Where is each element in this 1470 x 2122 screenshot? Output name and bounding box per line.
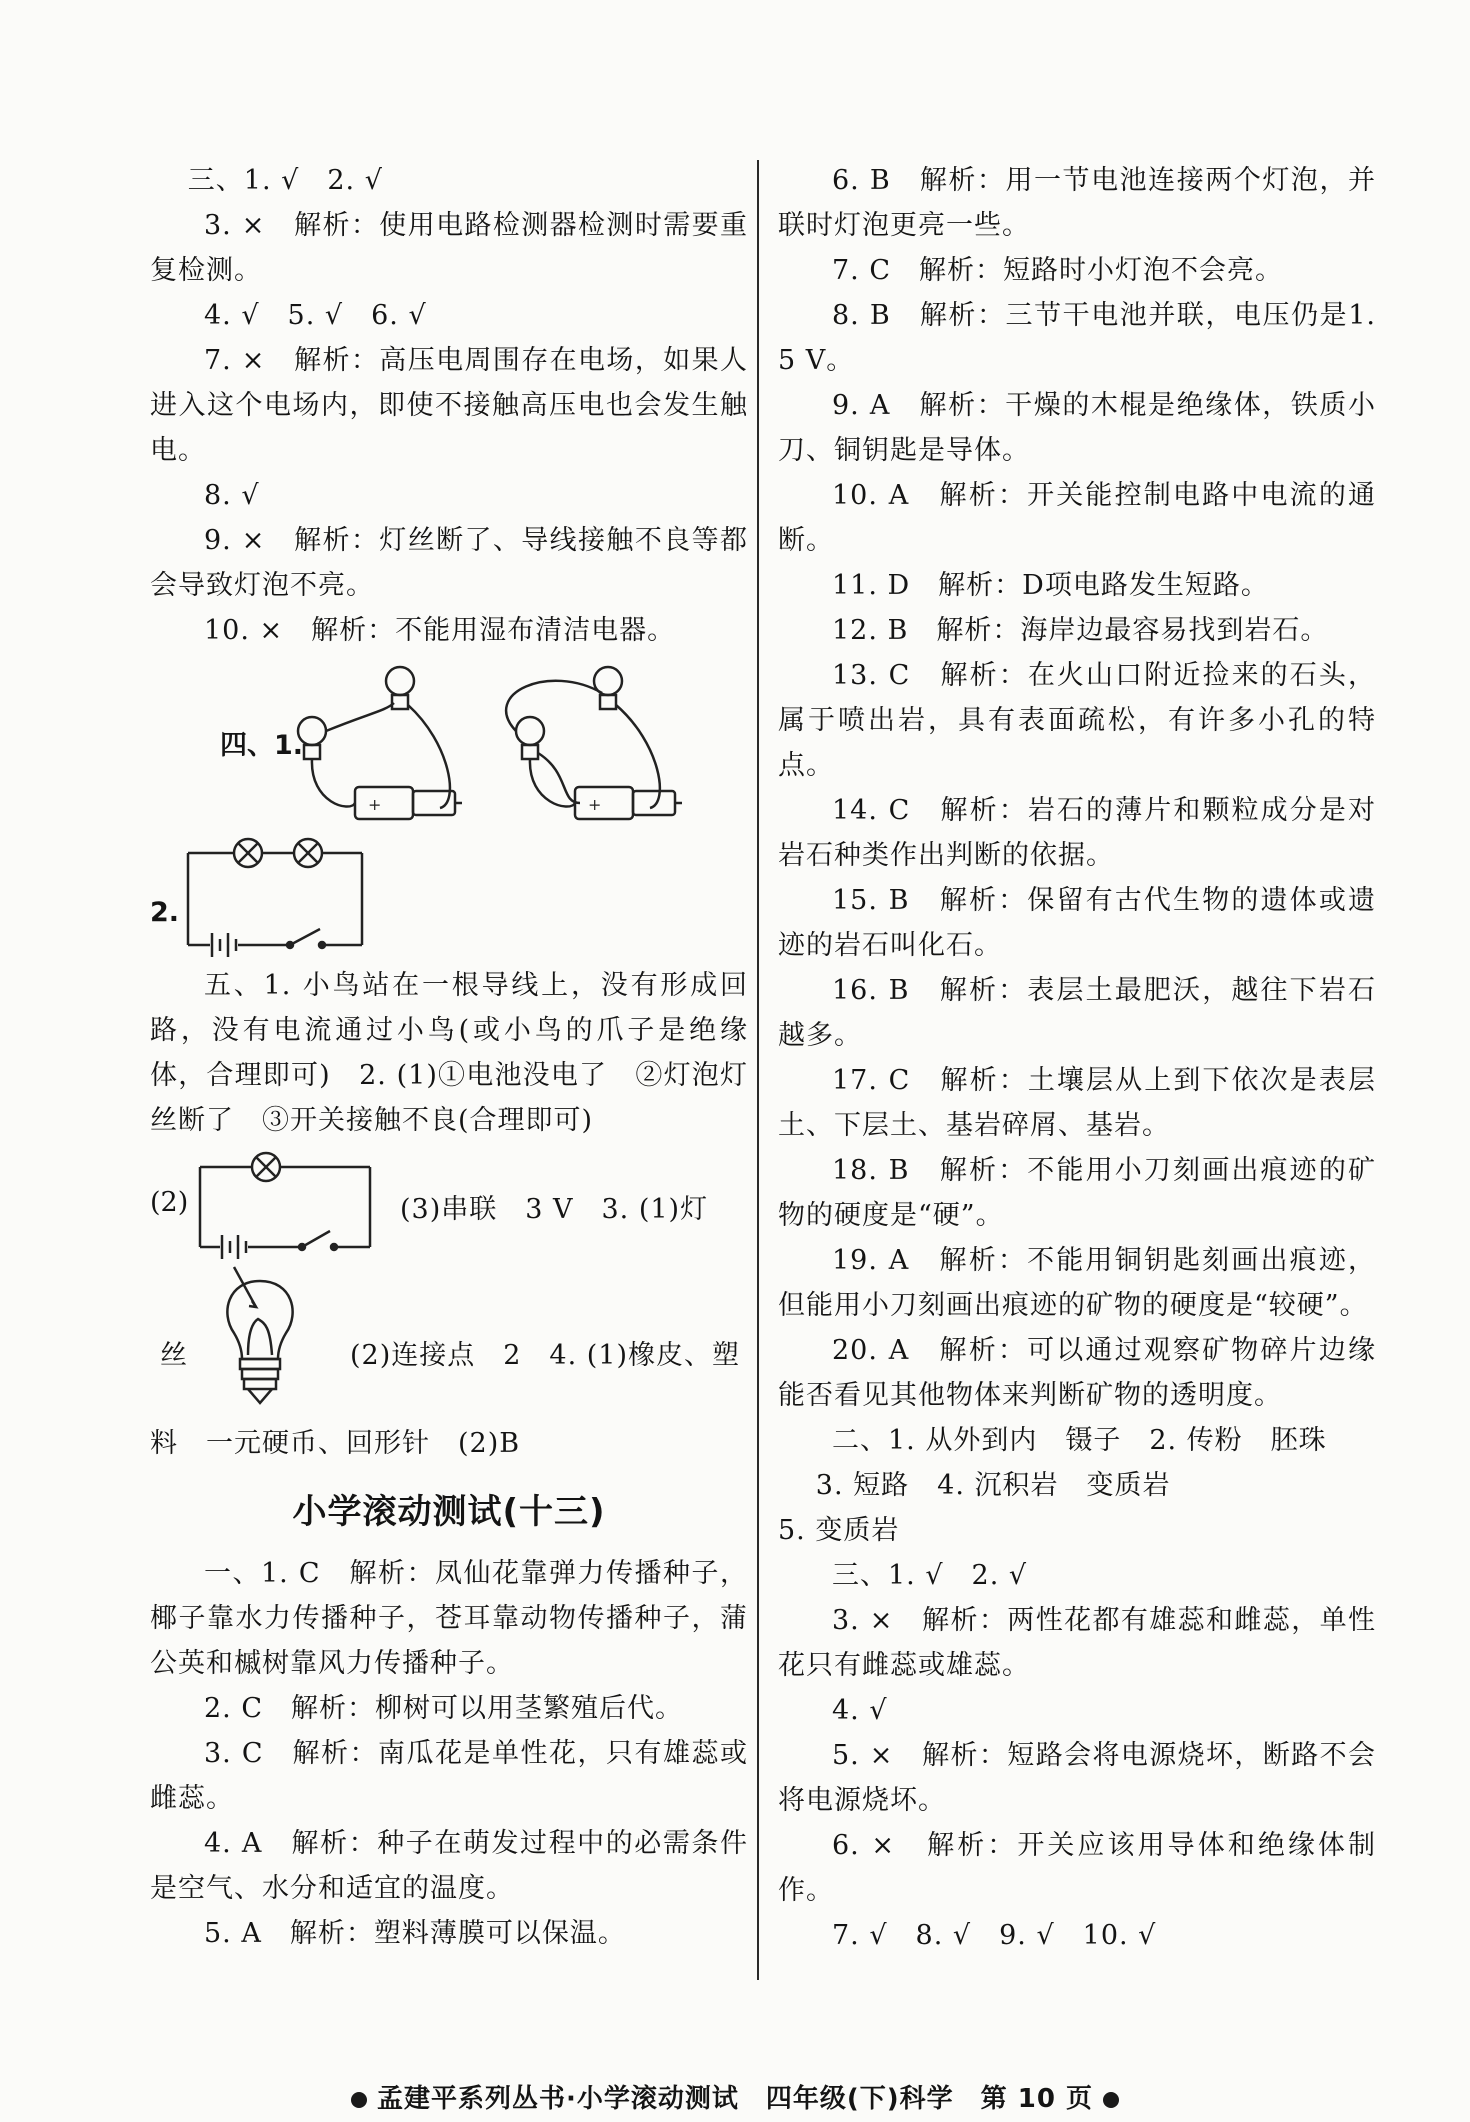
answer-r3-4: 4. √ [832,1695,888,1726]
page-footer [0,2078,1470,2115]
answer-s5-1-2: 五、1. 小鸟站在一根导线上，没有形成回路，没有电流通过小鸟(或小鸟的爪子是绝缘体，合理即可) 2. (1)①电池没电了 ②灯泡灯丝断了 ③开关接触不良(合理即可) [150,970,748,1136]
circuit-diagram-s4-2 [150,823,748,963]
answer-r17: 17. C 解析：土壤层从上到下依次是表层土、下层土、基岩碎屑、基岩。 [778,1065,1376,1141]
answer-r9: 9. A 解析：干燥的木棍是绝缘体，铁质小刀、铜钥匙是导体。 [778,390,1376,466]
answer-r6: 6. B 解析：用一节电池连接两个灯泡，并联时灯泡更亮一些。 [778,165,1376,241]
answer-s3-3: 3. × 解析：使用电路检测器检测时需要重复检测。 [150,210,748,286]
s5-3-post: (2)连接点 2 4. (1)橡皮、塑 [350,1340,741,1371]
svg-text:+: + [588,795,602,814]
answer-r11: 11. D 解析：D项电路发生短路。 [832,570,1269,601]
answer-t13-1: 一、1. C 解析：凤仙花靠弹力传播种子，椰子靠水力传播种子，苍耳靠动物传播种子，蒲公英和槭树靠风力传播种子。 [150,1558,748,1679]
answer-s3-9: 9. × 解析：灯丝断了、导线接触不良等都会导致灯泡不亮。 [150,525,748,601]
s5-3-pre: 丝 [160,1340,188,1371]
answer-s3-10: 10. × 解析：不能用湿布清洁电器。 [204,615,676,646]
answer-r3-7-10: 7. √ 8. √ 9. √ 10. √ [832,1920,1157,1951]
series-circuit-diagram [150,823,748,963]
answer-t13-3: 3. C 解析：南瓜花是单性花，只有雄蕊或雌蕊。 [150,1738,748,1814]
answer-r7: 7. C 解析：短路时小灯泡不会亮。 [832,255,1284,286]
s5-2-pre: (2) [150,1187,189,1218]
answer-s3-1-2: 三、1. √ 2. √ [187,165,383,196]
answer-s3-4-6: 4. √ 5. √ 6. √ [204,300,427,331]
light-bulb-icon [200,1263,320,1413]
footer-text: 孟建平系列丛书·小学滚动测试 四年级(下)科学 第 10 页 [377,2084,1093,2114]
answer-r3-6: 6. × 解析：开关应该用导体和绝缘体制作。 [778,1830,1376,1906]
column-divider [757,160,759,1980]
answer-r16: 16. B 解析：表层土最肥沃，越往下岩石越多。 [778,975,1376,1051]
circuit-figure-s4-1 [150,653,748,823]
answer-t13-5: 5. A 解析：塑料薄膜可以保温。 [204,1918,626,1949]
answer-r20: 20. A 解析：可以通过观察矿物碎片边缘能否看见其他物体来判断矿物的透明度。 [778,1335,1376,1411]
answer-r18: 18. B 解析：不能用小刀刻画出痕迹的矿物的硬度是“硬”。 [778,1155,1376,1231]
footer-dot-right-icon [1103,2092,1119,2108]
answer-t13-2: 2. C 解析：柳树可以用茎繁殖后代。 [204,1693,684,1724]
section-title: 小学滚动测试(十三) [292,1492,606,1532]
answer-r13: 13. C 解析：在火山口附近捡来的石头，属于喷出岩，具有表面疏松，有许多小孔的特点。 [778,660,1376,781]
answer-r2-1-2: 二、1. 从外到内 镊子 2. 传粉 胚珠 [832,1425,1327,1456]
svg-text:+: + [368,795,382,814]
answer-t13-4: 4. A 解析：种子在萌发过程中的必需条件是空气、水分和适宜的温度。 [150,1828,748,1904]
answer-r2-3-4: 3. 短路 4. 沉积岩 变质岩 [815,1470,1171,1501]
answer-r3-3: 3. × 解析：两性花都有雄蕊和雌蕊，单性花只有雌蕊或雄蕊。 [778,1605,1376,1681]
answer-r15: 15. B 解析：保留有古代生物的遗体或遗迹的岩石叫化石。 [778,885,1376,961]
answer-r10: 10. A 解析：开关能控制电路中电流的通断。 [778,480,1376,556]
answer-r14: 14. C 解析：岩石的薄片和颗粒成分是对岩石种类作出判断的依据。 [778,795,1376,871]
answer-s3-8: 8. √ [204,480,260,511]
s4-label: 四、1. [220,730,304,761]
answer-r2-5: 5. 变质岩 [778,1515,900,1546]
bulb-figure-s5-3 [150,1263,748,1413]
answer-r12: 12. B 解析：海岸边最容易找到岩石。 [832,615,1329,646]
answer-s3-7: 7. × 解析：高压电周围存在电场，如果人进入这个电场内，即使不接触高压电也会发生触电。 [150,345,748,466]
right-column [778,158,1376,1958]
footer-dot-left-icon [351,2092,367,2108]
answer-s5-4: 料 一元硬币、回形针 (2)B [150,1428,521,1459]
bulb-battery-circuits [150,653,748,823]
answer-r3-5: 5. × 解析：短路会将电源烧坏，断路不会将电源烧坏。 [778,1740,1376,1816]
answer-r19: 19. A 解析：不能用铜钥匙刻画出痕迹，但能用小刀刻画出痕迹的矿物的硬度是“较硬”。 [778,1245,1376,1321]
circuit-figure-s5-2 [150,1143,748,1263]
answer-r3-1-2: 三、1. √ 2. √ [832,1560,1028,1591]
left-column [150,158,748,1956]
single-bulb-circuit [190,1143,390,1263]
answer-r8: 8. B 解析：三节干电池并联，电压仍是1.5 V。 [778,300,1376,376]
s4-2-label: 2. [150,897,180,928]
s5-2-post: (3)串联 3 V 3. (1)灯 [400,1194,709,1225]
